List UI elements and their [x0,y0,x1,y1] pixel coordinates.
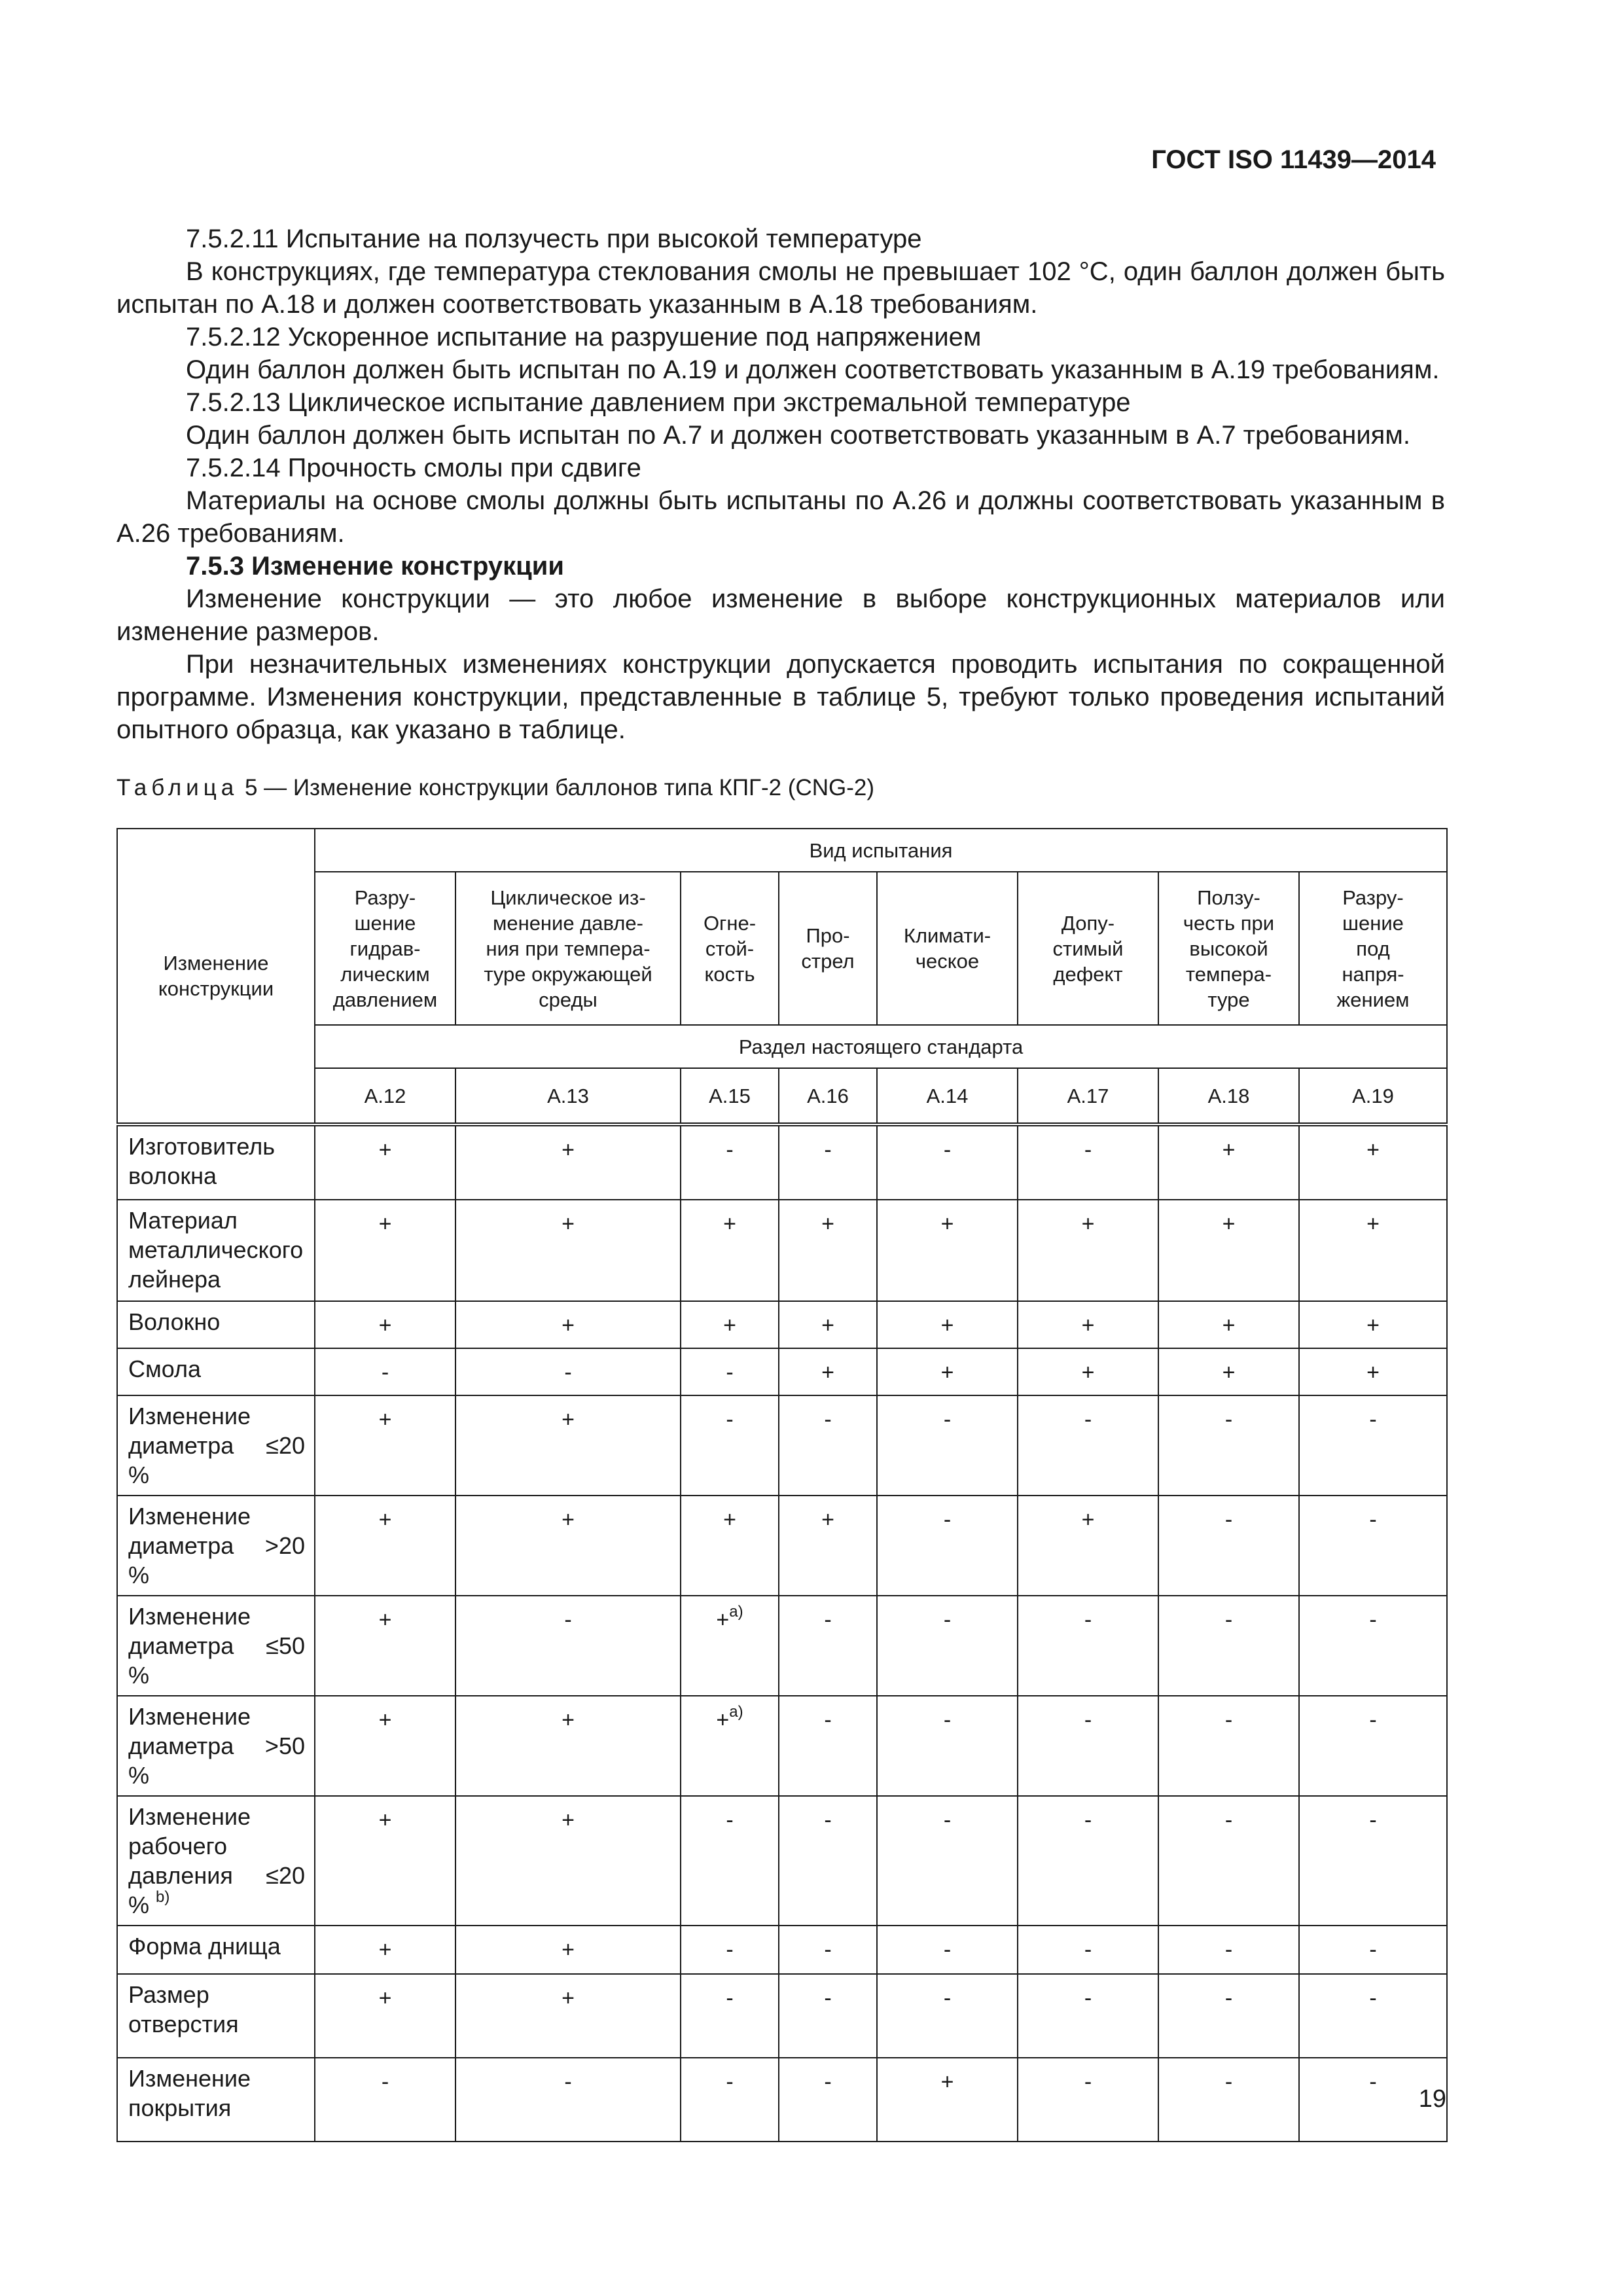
footnote-marker: a) [729,1702,743,1721]
paragraph: Материалы на основе смолы должны быть испытаны по А.26 и должны соответствовать указанным в А.26 требованиям. [116,486,1445,548]
cell-value [681,1496,779,1596]
cell-value [315,1200,455,1301]
cell-mark: + [821,1211,834,1236]
test-name-header: Огне- стой- кость [681,872,779,1025]
cell-value [1299,1496,1447,1596]
cell-value [1299,1974,1447,2058]
cell-value [877,1974,1018,2058]
cell-mark: - [726,1937,734,1962]
cell-value [681,1348,779,1395]
cell-value [1158,1348,1299,1395]
cell-value [1018,1696,1158,1796]
row-label-text: Форма днища [128,1933,281,1960]
cell-mark: + [1081,1313,1095,1338]
cell-value [1018,1496,1158,1596]
cell-mark: - [943,1808,952,1833]
cell-value [779,1974,877,2058]
cell-mark: + [378,1808,392,1833]
table-row [117,2058,1447,2142]
document-header: ГОСТ ISO 11439—2014 [1151,145,1436,174]
cell-value [877,1348,1018,1395]
cell-value [1158,1496,1299,1596]
cell-mark: - [726,1138,734,1162]
design-change-table [116,828,1448,2142]
row-label-text: Изменение рабочего давления ≤20 % [128,1803,305,1918]
cell-value [1018,1301,1158,1348]
test-name-header: Разру- шение под напря- жением [1299,872,1447,1025]
cell-mark: + [821,1360,834,1385]
cell-value [1299,1124,1447,1200]
cell-mark: + [1366,1211,1380,1236]
cell-mark: + [940,1211,954,1236]
cell-mark: - [1224,2070,1233,2094]
cell-value [1158,1200,1299,1301]
cell-value [779,1301,877,1348]
cell-value [315,2058,455,2142]
cell-value [1299,1796,1447,1926]
cell-mark: - [1224,1937,1233,1962]
cell-value [1158,1124,1299,1200]
cell-mark: - [1224,1607,1233,1632]
cell-value [779,1926,877,1974]
cell-mark: - [381,1360,389,1385]
cell-value [455,1301,681,1348]
test-name-header: Разру- шение гидрав- лическим давлением [315,872,455,1025]
cell-mark: + [1081,1360,1095,1385]
paragraph: 7.5.2.11 Испытание на ползучесть при высокой температуре [186,224,922,253]
cell-mark: + [378,1211,392,1236]
table-5 [116,828,1446,2142]
cell-mark: + [723,1211,736,1236]
row-label [117,1124,315,1200]
cell-value [1158,1395,1299,1496]
section-code: А.14 [877,1068,1018,1124]
table-row [117,1796,1447,1926]
cell-mark: - [1084,1708,1092,1732]
cell-value [779,1124,877,1200]
row-label-text: Материал металлического лейнера [128,1207,304,1293]
cell-value [681,1395,779,1496]
cell-mark: - [824,1607,832,1632]
section-code: А.18 [1158,1068,1299,1124]
first-column-header: Изменение конструкции [117,829,315,1124]
cell-mark: - [1084,1986,1092,2011]
cell-mark: + [940,1360,954,1385]
cell-value [315,1974,455,2058]
cell-value [877,1200,1018,1301]
table-row [117,1395,1447,1496]
cell-mark: - [1369,1407,1377,1432]
paragraph: При незначительных изменениях конструкции допускается проводить испытания по сокращенной программе. Изменения конструкции, представленные в таблице 5, требуют только проведения испытаний опытного образца, как указано в таблице. [116,650,1445,744]
cell-mark: - [943,1937,952,1962]
cell-value [877,1496,1018,1596]
cell-value [315,1496,455,1596]
table-caption-prefix: Таблица [116,775,239,800]
cell-mark: - [943,1407,952,1432]
cell-mark: - [824,1407,832,1432]
cell-value [315,1301,455,1348]
paragraph: 7.5.2.13 Циклическое испытание давлением при экстремальной температуре [186,388,1131,417]
cell-mark: - [1369,1507,1377,1532]
cell-value [779,1395,877,1496]
cell-mark: - [824,1808,832,1833]
cell-mark: - [943,1138,952,1162]
cell-mark: - [824,1986,832,2011]
cell-value [681,1596,779,1696]
cell-mark: + [716,1708,730,1732]
cell-value [1018,2058,1158,2142]
cell-mark: + [562,1313,575,1338]
cell-value [455,1796,681,1926]
cell-value [455,1496,681,1596]
row-label-text: Волокно [128,1308,221,1335]
cell-mark: - [1084,1138,1092,1162]
cell-mark: + [562,1407,575,1432]
cell-mark: - [943,1507,952,1532]
cell-value [1018,1395,1158,1496]
cell-mark: + [1222,1211,1236,1236]
cell-value [315,1348,455,1395]
cell-mark: - [824,1138,832,1162]
cell-value [877,1301,1018,1348]
cell-mark: - [726,1808,734,1833]
cell-value [681,2058,779,2142]
cell-mark: - [1084,2070,1092,2094]
cell-value [681,1796,779,1926]
cell-value [681,1200,779,1301]
cell-mark: + [1222,1138,1236,1162]
row-label [117,1348,315,1395]
cell-mark: + [378,1407,392,1432]
paragraph: Один баллон должен быть испытан по А.19 и должен соответствовать указанным в А.19 требованиям. [186,355,1440,384]
cell-value [1299,1301,1447,1348]
cell-mark: + [821,1313,834,1338]
row-label [117,2058,315,2142]
row-label-text: Изменение покрытия [128,2065,251,2121]
cell-mark: - [824,1937,832,1962]
section-code: А.17 [1018,1068,1158,1124]
cell-value [455,1696,681,1796]
cell-value [1158,1926,1299,1974]
cell-mark: + [378,1607,392,1632]
cell-mark: + [1366,1313,1380,1338]
cell-mark: - [824,1708,832,1732]
row-label [117,1696,315,1796]
section-code: А.13 [455,1068,681,1124]
row-label [117,1796,315,1926]
table-caption [116,774,874,802]
cell-mark: + [562,1211,575,1236]
cell-mark: - [943,1708,952,1732]
row-label [117,1496,315,1596]
cell-value [779,1348,877,1395]
cell-mark: - [1084,1808,1092,1833]
row-label-text: Изготовитель волокна [128,1133,275,1189]
test-name-header: Ползу- честь при высокой темпера- туре [1158,872,1299,1025]
group-header: Вид испытания [315,829,1447,872]
cell-value [1158,1796,1299,1926]
cell-value [455,1124,681,1200]
table-row [117,1596,1447,1696]
cell-value [877,1124,1018,1200]
cell-mark: + [378,1937,392,1962]
row-label [117,1301,315,1348]
footnote-marker: a) [729,1602,743,1621]
cell-mark: - [1084,1607,1092,1632]
cell-mark: - [1369,1708,1377,1732]
cell-mark: - [726,2070,734,2094]
cell-value [1299,1200,1447,1301]
section-code: А.16 [779,1068,877,1124]
cell-value [681,1124,779,1200]
cell-mark: + [378,1138,392,1162]
cell-mark: - [1369,1986,1377,2011]
cell-mark: - [564,1360,572,1385]
row-label [117,1395,315,1496]
cell-value [1158,1696,1299,1796]
table-row [117,1348,1447,1395]
page-number: 19 [1418,2085,1446,2113]
row-label-text: Изменение диаметра ≤50 % [128,1603,305,1689]
row-label-text: Смола [128,1355,202,1382]
paragraph: Изменение конструкции — это любое изменение в выборе конструкционных материалов или изменение размеров. [116,584,1445,646]
cell-value [779,1596,877,1696]
cell-mark: + [378,1507,392,1532]
cell-value [1299,1348,1447,1395]
cell-mark: + [562,1708,575,1732]
cell-value [779,1200,877,1301]
row-label [117,1926,315,1974]
cell-mark: + [940,1313,954,1338]
cell-mark: + [562,1937,575,1962]
cell-mark: - [726,1360,734,1385]
paragraph: 7.5.2.14 Прочность смолы при сдвиге [186,454,641,482]
cell-value [315,1596,455,1696]
cell-value [455,1395,681,1496]
body-text [116,223,1445,746]
cell-value [315,1696,455,1796]
test-name-header: Про- стрел [779,872,877,1025]
cell-mark: + [1366,1138,1380,1162]
cell-value [779,1696,877,1796]
cell-value [455,1348,681,1395]
cell-mark: - [1224,1507,1233,1532]
cell-mark: + [723,1507,736,1532]
cell-mark: + [378,1313,392,1338]
cell-mark: + [716,1607,730,1632]
cell-value [1299,1395,1447,1496]
cell-value [1158,1301,1299,1348]
test-name-header: Допу- стимый дефект [1018,872,1158,1025]
cell-value [1299,1926,1447,1974]
table-row [117,1301,1447,1348]
row-label [117,1974,315,2058]
cell-value [681,1926,779,1974]
cell-mark: - [824,2070,832,2094]
cell-mark: + [378,1708,392,1732]
table-row [117,1200,1447,1301]
cell-value [1158,1974,1299,2058]
cell-value [1158,1596,1299,1696]
cell-value [315,1926,455,1974]
cell-mark: - [1369,1808,1377,1833]
cell-value [1018,1926,1158,1974]
cell-value [315,1124,455,1200]
table-row [117,1124,1447,1200]
cell-value [681,1974,779,2058]
cell-mark: - [1224,1986,1233,2011]
cell-value [877,1796,1018,1926]
cell-value [779,2058,877,2142]
row-label [117,1596,315,1696]
cell-mark: - [1084,1407,1092,1432]
row-label [117,1200,315,1301]
cell-mark: + [1222,1313,1236,1338]
cell-value [455,1974,681,2058]
row-label-text: Изменение диаметра >20 % [128,1503,305,1588]
cell-value [315,1395,455,1496]
cell-mark: - [1369,2070,1377,2094]
test-name-header: Климати- ческое [877,872,1018,1025]
cell-mark: - [943,1607,952,1632]
cell-value [455,1596,681,1696]
cell-mark: - [943,1986,952,2011]
cell-mark: - [564,1607,572,1632]
cell-value [1018,1596,1158,1696]
section-code: А.12 [315,1068,455,1124]
cell-value [1158,2058,1299,2142]
cell-value [455,1200,681,1301]
table-row [117,1496,1447,1596]
cell-mark: - [1224,1407,1233,1432]
row-label-text: Размер отверстия [128,1981,239,2037]
cell-mark: + [562,1138,575,1162]
cell-value [681,1301,779,1348]
test-name-header: Циклическое из- менение давле- ния при темпера- туре окружающей среды [455,872,681,1025]
cell-mark: + [1081,1507,1095,1532]
cell-mark: + [562,1986,575,2011]
cell-value [877,2058,1018,2142]
table-row [117,1974,1447,2058]
cell-mark: - [726,1407,734,1432]
section-code: А.19 [1299,1068,1447,1124]
cell-mark: - [1084,1937,1092,1962]
cell-mark: + [1366,1360,1380,1385]
cell-mark: - [1369,1607,1377,1632]
cell-mark: - [381,2070,389,2094]
cell-mark: + [821,1507,834,1532]
section-header: Раздел настоящего стандарта [315,1025,1447,1068]
paragraph: Один баллон должен быть испытан по А.7 и должен соответствовать указанным в А.7 требованиям. [186,421,1410,450]
cell-value [779,1796,877,1926]
cell-mark: + [562,1808,575,1833]
cell-value [455,2058,681,2142]
cell-value [877,1926,1018,1974]
cell-value [315,1796,455,1926]
cell-mark: - [726,1986,734,2011]
cell-mark: + [940,2070,954,2094]
cell-value [877,1395,1018,1496]
cell-value [1018,1348,1158,1395]
table-row [117,1926,1447,1974]
cell-value [779,1496,877,1596]
cell-value [877,1596,1018,1696]
paragraph: 7.5.2.12 Ускоренное испытание на разрушение под напряжением [186,323,982,351]
cell-mark: - [564,2070,572,2094]
section-code: А.15 [681,1068,779,1124]
cell-value [877,1696,1018,1796]
row-label-text: Изменение диаметра >50 % [128,1703,305,1789]
section-heading: 7.5.3 Изменение конструкции [186,552,564,581]
table-caption-title: 5 — Изменение конструкции баллонов типа КПГ-2 (CNG-2) [238,775,875,800]
cell-value [455,1926,681,1974]
cell-value [1299,1696,1447,1796]
cell-value [1018,1124,1158,1200]
paragraph: В конструкциях, где температура стеклования смолы не превышает 102 °С, один баллон должен быть испытан по А.18 и должен соответствовать указанным в А.18 требованиям. [116,257,1445,319]
row-label-text: Изменение диаметра ≤20 % [128,1403,305,1488]
cell-value [1018,1200,1158,1301]
cell-mark: + [1222,1360,1236,1385]
cell-mark: - [1369,1937,1377,1962]
cell-mark: + [1081,1211,1095,1236]
cell-value [1018,1796,1158,1926]
cell-mark: + [723,1313,736,1338]
cell-mark: + [378,1986,392,2011]
cell-value [681,1696,779,1796]
table-row [117,1696,1447,1796]
cell-value [1018,1974,1158,2058]
cell-mark: - [1224,1708,1233,1732]
cell-mark: + [562,1507,575,1532]
cell-value [1299,1596,1447,1696]
footnote-marker: b) [156,1888,170,1906]
cell-mark: - [1224,1808,1233,1833]
